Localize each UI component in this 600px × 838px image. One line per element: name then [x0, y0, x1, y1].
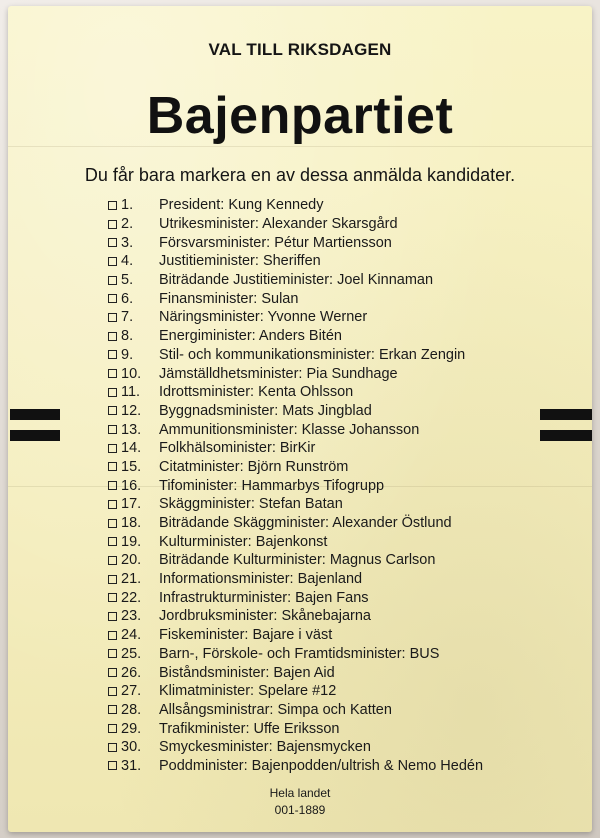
candidate-checkbox[interactable]: [108, 462, 117, 471]
candidate-name: Informationsminister: Bajenland: [159, 571, 363, 588]
party-name: Bajenpartiet: [146, 87, 454, 145]
candidate-number: 31.: [121, 757, 142, 774]
candidate-number: 3.: [121, 234, 134, 251]
candidate-number: 17.: [121, 496, 142, 513]
alignment-marker-right-bottom: [540, 430, 592, 441]
candidate-number: 12.: [121, 402, 142, 419]
alignment-marker-left-bottom: [10, 430, 60, 441]
candidate-number: 26.: [121, 664, 142, 681]
candidate-checkbox[interactable]: [108, 537, 117, 546]
candidate-row: [108, 738, 578, 757]
candidate-number: 2.: [121, 216, 134, 233]
candidate-row: [108, 252, 578, 271]
candidate-name: President: Kung Kennedy: [159, 197, 324, 214]
candidate-number: 1.: [121, 197, 134, 214]
candidate-number: 27.: [121, 683, 142, 700]
alignment-marker-left-top: [10, 409, 60, 420]
candidate-row: [108, 701, 578, 720]
candidate-number: 20.: [121, 552, 142, 569]
candidate-row: [108, 607, 578, 626]
candidate-checkbox[interactable]: [108, 705, 117, 714]
candidate-name: Smyckesminister: Bajensmycken: [159, 739, 371, 756]
ballot-region: Hela landet: [269, 786, 331, 800]
candidate-row: [108, 570, 578, 589]
candidate-row: [108, 514, 578, 533]
candidate-row: [108, 757, 578, 776]
candidate-row: [108, 327, 578, 346]
candidate-checkbox[interactable]: [108, 444, 117, 453]
candidate-row: [108, 626, 578, 645]
candidate-row: [108, 663, 578, 682]
ballot-code: 001-1889: [274, 803, 326, 817]
candidate-checkbox[interactable]: [108, 687, 117, 696]
candidate-checkbox[interactable]: [108, 201, 117, 210]
candidate-row: [108, 271, 578, 290]
candidate-name: Citatminister: Björn Runström: [159, 458, 349, 475]
candidate-checkbox[interactable]: [108, 556, 117, 565]
candidate-number: 9.: [121, 346, 134, 363]
candidate-checkbox[interactable]: [108, 500, 117, 509]
candidate-row: [108, 420, 578, 439]
candidate-name: Infrastrukturminister: Bajen Fans: [159, 589, 369, 606]
candidate-row: [108, 458, 578, 477]
candidate-name: Biträdande Justitieminister: Joel Kinnaman: [159, 272, 434, 289]
candidate-row: [108, 476, 578, 495]
candidate-row: [108, 439, 578, 458]
candidate-name: Allsångsministrar: Simpa och Katten: [159, 701, 392, 718]
candidate-checkbox[interactable]: [108, 631, 117, 640]
candidate-checkbox[interactable]: [108, 649, 117, 658]
candidate-number: 15.: [121, 458, 142, 475]
candidate-checkbox[interactable]: [108, 238, 117, 247]
candidate-row: [108, 719, 578, 738]
candidate-number: 14.: [121, 440, 142, 457]
candidate-name: Kulturminister: Bajenkonst: [159, 533, 328, 550]
candidate-number: 30.: [121, 739, 142, 756]
candidate-checkbox[interactable]: [108, 761, 117, 770]
candidate-row: [108, 233, 578, 252]
candidate-checkbox[interactable]: [108, 593, 117, 602]
candidate-checkbox[interactable]: [108, 612, 117, 621]
candidate-name: Utrikesminister: Alexander Skarsgård: [159, 216, 398, 233]
candidate-number: 16.: [121, 477, 142, 494]
candidate-checkbox[interactable]: [108, 406, 117, 415]
candidate-name: Idrottsminister: Kenta Ohlsson: [159, 384, 354, 401]
candidate-number: 25.: [121, 645, 142, 662]
candidate-name: Folkhälsominister: BirKir: [159, 440, 316, 457]
candidate-number: 22.: [121, 589, 142, 606]
candidate-checkbox[interactable]: [108, 276, 117, 285]
candidate-name: Byggnadsminister: Mats Jingblad: [159, 402, 372, 419]
candidate-name: Jämställdhetsminister: Pia Sundhage: [159, 365, 398, 382]
candidate-name: Jordbruksminister: Skånebajarna: [159, 608, 371, 625]
candidate-name: Fiskeminister: Bajare i väst: [159, 627, 333, 644]
candidate-checkbox[interactable]: [108, 313, 117, 322]
candidate-list: [108, 196, 578, 775]
candidate-name: Trafikminister: Uffe Eriksson: [159, 720, 340, 737]
candidate-name: Klimatminister: Spelare #12: [159, 683, 337, 700]
candidate-checkbox[interactable]: [108, 575, 117, 584]
candidate-name: Poddminister: Bajenpodden/ultrish & Nemo Hedén: [159, 757, 484, 774]
candidate-number: 19.: [121, 533, 142, 550]
candidate-name: Justitieminister: Sheriffen: [159, 253, 321, 270]
candidate-number: 7.: [121, 309, 134, 326]
candidate-number: 29.: [121, 720, 142, 737]
candidate-name: Barn-, Förskole- och Framtidsminister: BUS: [159, 645, 440, 662]
candidate-row: [108, 588, 578, 607]
candidate-checkbox[interactable]: [108, 220, 117, 229]
candidate-number: 4.: [121, 253, 134, 270]
candidate-checkbox[interactable]: [108, 425, 117, 434]
candidate-number: 11.: [121, 384, 141, 401]
candidate-name: Skäggminister: Stefan Batan: [159, 496, 343, 513]
candidate-number: 21.: [121, 571, 142, 588]
candidate-row: [108, 364, 578, 383]
candidate-name: Biträdande Kulturminister: Magnus Carlson: [159, 552, 436, 569]
candidate-number: 18.: [121, 515, 142, 532]
paper-fold-line: [8, 146, 592, 147]
candidate-row: [108, 682, 578, 701]
candidate-checkbox[interactable]: [108, 388, 117, 397]
candidate-name: Stil- och kommunikationsminister: Erkan Zengin: [159, 346, 466, 363]
candidate-row: [108, 645, 578, 664]
candidate-number: 6.: [121, 290, 134, 307]
election-heading: VAL TILL RIKSDAGEN: [208, 40, 392, 59]
alignment-marker-right-top: [540, 409, 592, 420]
candidate-checkbox[interactable]: [108, 369, 117, 378]
candidate-checkbox[interactable]: [108, 724, 117, 733]
candidate-number: 13.: [121, 421, 142, 438]
candidate-row: [108, 532, 578, 551]
candidate-number: 8.: [121, 328, 134, 345]
candidate-number: 24.: [121, 627, 142, 644]
candidate-checkbox[interactable]: [108, 294, 117, 303]
candidate-row: [108, 346, 578, 365]
candidate-name: Finansminister: Sulan: [159, 290, 299, 307]
candidate-row: [108, 402, 578, 421]
candidate-name: Näringsminister: Yvonne Werner: [159, 309, 368, 326]
candidate-number: 28.: [121, 701, 142, 718]
candidate-checkbox[interactable]: [108, 519, 117, 528]
candidate-checkbox[interactable]: [108, 332, 117, 341]
voting-instruction: Du får bara markera en av dessa anmälda kandidater.: [84, 165, 516, 185]
candidate-name: Tifominister: Hammarbys Tifogrupp: [159, 477, 385, 494]
candidate-row: [108, 196, 578, 215]
candidate-name: Biträdande Skäggminister: Alexander Östlund: [159, 515, 452, 532]
candidate-row: [108, 495, 578, 514]
candidate-row: [108, 308, 578, 327]
candidate-checkbox[interactable]: [108, 481, 117, 490]
candidate-name: Försvarsminister: Pétur Martiensson: [159, 234, 392, 251]
candidate-checkbox[interactable]: [108, 743, 117, 752]
candidate-checkbox[interactable]: [108, 350, 117, 359]
candidate-row: [108, 551, 578, 570]
candidate-number: 10.: [121, 365, 142, 382]
candidate-row: [108, 289, 578, 308]
candidate-name: Energiminister: Anders Bitén: [159, 328, 342, 345]
candidate-checkbox[interactable]: [108, 668, 117, 677]
candidate-name: Ammunitionsminister: Klasse Johansson: [159, 421, 420, 438]
candidate-number: 5.: [121, 272, 134, 289]
candidate-name: Biståndsminister: Bajen Aid: [159, 664, 335, 681]
candidate-row: [108, 215, 578, 234]
candidate-number: 23.: [121, 608, 142, 625]
candidate-checkbox[interactable]: [108, 257, 117, 266]
candidate-row: [108, 383, 578, 402]
